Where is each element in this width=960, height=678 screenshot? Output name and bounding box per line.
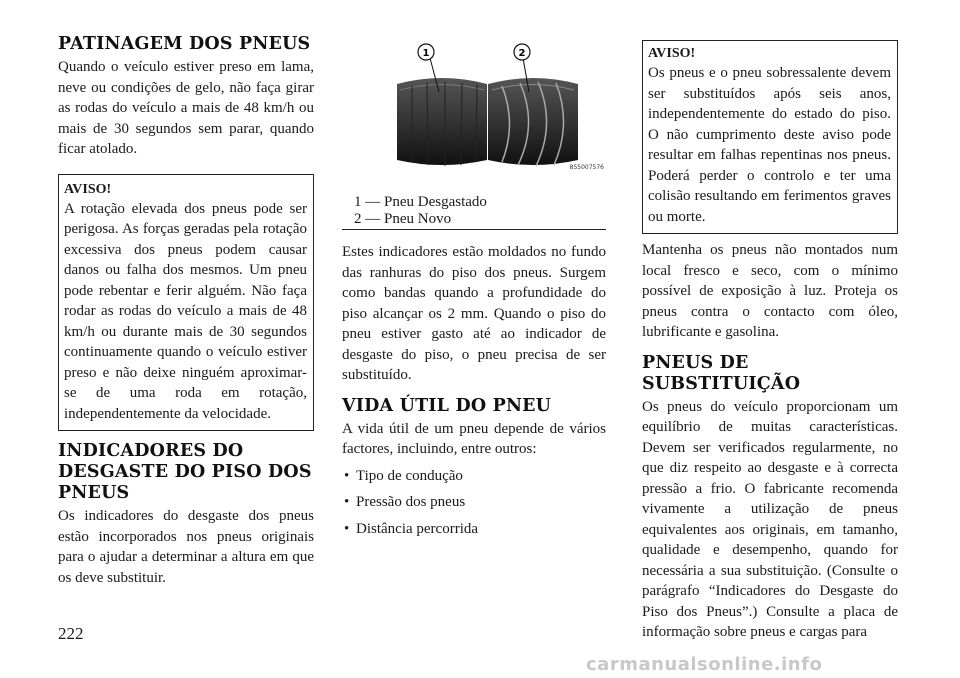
callout-1-label: 1 [422,48,430,59]
paragraph-tread-wear-indicators: Os indicadores do desgaste dos pneus estão incorporados nos pneus originais para o ajudar a determinar a altura em que os deve substituir. [58,508,314,586]
caption-divider [342,229,606,230]
worn-tire-icon [397,58,487,166]
callout-2-label: 2 [518,48,526,59]
caption-new-tire: 2 — Pneu Novo [354,211,452,227]
paragraph-indicators: Estes indicadores estão moldados no fundo das ranhuras do piso dos pneus. Surgem como bandas quando a profundidade do piso alcançar os 2 mm. Quando o piso do pneu estiver gasto até ao indicador de desgaste do piso, o pneu precisa de ser substituído. [342,244,606,383]
paragraph-storage: Mantenha os pneus não montados num local fresco e seco, com o mínimo possível de exposição à luz. Proteja os pneus contra o contacto com óleo, lubrificante e gasolina. [642,242,898,340]
tire-wear-figure [342,34,606,174]
tire-life-factors-list [342,466,606,540]
figure-code: 855007576 [569,164,604,171]
heading-tire-spinning: PATINAGEM DOS PNEUS [58,34,311,54]
list-item: • Pressão dos pneus [344,494,466,510]
warning-title: AVISO! [64,181,112,197]
page-number: 222 [58,624,84,643]
watermark-text: carmanualsonline.info [586,654,823,675]
warning-title: AVISO! [648,46,696,61]
warning-box-tire-age [642,40,898,234]
new-tire-icon [488,58,578,166]
warning-box-spinning [58,174,314,432]
column-right [642,40,898,643]
heading-replacement-tires: PNEUS DE SUBSTITUIÇÃO [642,352,801,394]
figure-caption [342,194,606,230]
caption-worn-tire: 1 — Pneu Desgastado [354,194,487,210]
paragraph-tire-spinning: Quando o veículo estiver preso em lama, neve ou condições de gelo, não faça girar as rodas do veículo a mais de 48 km/h ou mais de 30 segundos sem parar, quando ficar atolado. [58,59,314,157]
heading-tread-wear-indicators: INDICADORES DO DESGASTE DO PISO DOS PNEUS [58,441,312,503]
paragraph-tire-life: A vida útil de um pneu depende de vários factores, incluindo, entre outros: [342,420,606,457]
column-middle [342,34,606,539]
paragraph-replacement: Os pneus do veículo proporcionam um equilíbrio de muitas características. Devem ser verificados regularmente, no que diz respeito ao desgaste e à correcta pressão a frio. O fabricante recomenda vivamente a utilização de pneus equivalentes aos originais, em tamanho, qualidade e desempenho, quando for necessária a sua substituição. (Consulte o parágrafo “Indicadores do Desgaste do Piso dos Pneus”.) Consulte a placa de informação sobre pneus e cargas para [642,398,898,640]
heading-tire-life: VIDA ÚTIL DO PNEU [342,395,552,416]
warning-text: Os pneus e o pneu sobressalente devem ser substituídos após seis anos, independentemente do estado do piso. O não cumprimento deste aviso pode resultar em falhas repentinas nos pneus. Poderá perder o controlo e ter uma colisão resultando em ferimentos graves ou morte. [648,65,891,225]
column-left [58,34,314,588]
list-item: • Distância percorrida [344,520,479,537]
warning-text: A rotação elevada dos pneus pode ser perigosa. As forças geradas pela rotação excessiva dos pneus podem causar danos ou falha dos mesmos. Um pneu pode rebentar e ferir alguém. Não faça rodar as rodas do veículo a mais de 48 km/h ou durante mais de 30 segundos continuamente quando o veículo estiver preso e não deixe ninguém aproximar-se de uma roda em rotação, independentemente da velocidade. [64,200,307,422]
tire-illustration [342,34,606,174]
list-item: • Tipo de condução [344,467,463,484]
